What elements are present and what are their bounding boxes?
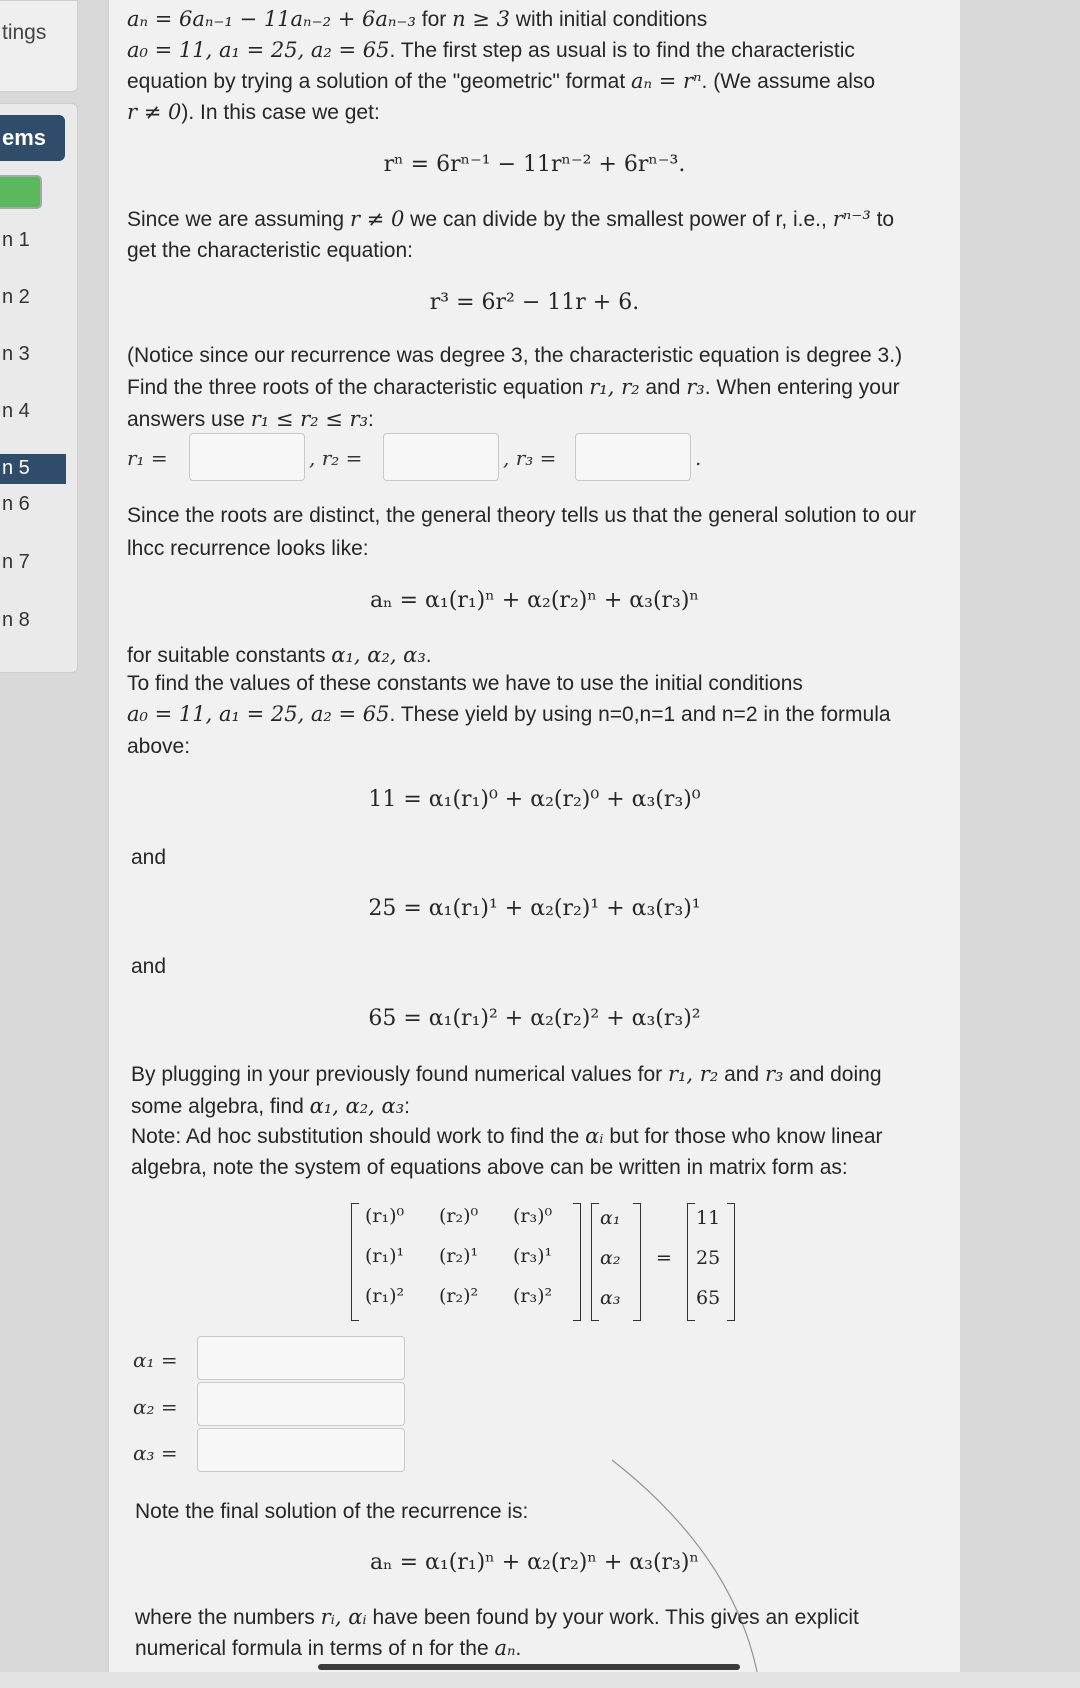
plug-line-2: some algebra, find α₁, α₂, α₃: [131,1094,410,1118]
matrix-equation [351,1203,721,1321]
vector-b-cell: 25 [696,1247,721,1269]
settings-panel[interactable] [0,0,78,92]
tofind-line-2: a₀ = 11, a₁ = 25, a₂ = 65. These yield by using n=0,n=1 and n=2 in the formula [127,702,891,726]
distinct-line-1: Since the roots are distinct, the general theory tells us that the general solution to our [127,504,917,527]
alpha3-input[interactable] [197,1428,405,1472]
tofind-line-3: above: [127,735,191,758]
suitable-line: for suitable constants α₁, α₂, α₃. [127,643,432,667]
sidebar-item-problem-4[interactable]: n 4 [2,400,30,422]
matrix-a-cell: (r₃)² [513,1285,553,1307]
and-2: and [131,955,167,978]
sidebar-item-problem-7[interactable]: n 7 [2,551,30,573]
problem-content [108,0,960,1688]
equation-characteristic: r³ = 6r² − 11r + 6. [429,290,640,315]
alpha2-label: α₂ = [133,1395,178,1419]
matrix-a-cell: (r₂)⁰ [439,1205,479,1227]
matrix-a-cell: (r₁)² [365,1285,405,1307]
divide-line-1: Since we are assuming r ≠ 0 we can divide by the smallest power of r, i.e., rⁿ⁻³ to [127,207,895,231]
horizontal-scrollbar[interactable] [318,1664,740,1670]
matrix-a-cell: (r₃)⁰ [513,1205,553,1227]
note-line-2: algebra, note the system of equations above can be written in matrix form as: [131,1156,848,1179]
where-line-2: numerical formula in terms of n for the aₙ. [135,1636,522,1660]
matrix-a-cell: (r₁)⁰ [365,1205,405,1227]
and-1: and [131,846,167,869]
sidebar-item-problem-3[interactable]: n 3 [2,343,30,365]
distinct-line-2: lhcc recurrence looks like: [127,537,369,560]
vector-x-cell: α₂ [600,1247,621,1269]
vector-x-cell: α₁ [600,1207,621,1229]
equation-ic2: 65 = α₁(r₁)² + α₂(r₂)² + α₃(r₃)² [368,1006,701,1031]
alpha1-label: α₁ = [133,1348,178,1372]
sidebar-item-problem-8[interactable]: n 8 [2,609,30,631]
intro-line-4: r ≠ 0). In this case we get: [127,100,380,124]
vector-b-cell: 65 [696,1287,721,1309]
intro-line-1: aₙ = 6aₙ₋₁ − 11aₙ₋₂ + 6aₙ₋₃ for n ≥ 3 with initial conditions [127,7,708,31]
notice-line-3: answers use r₁ ≤ r₂ ≤ r₃: [127,407,374,431]
r3-label: , r₃ = [503,446,557,470]
matrix-a-cell: (r₁)¹ [365,1245,405,1267]
notice-line-2: Find the three roots of the characteristic equation r₁, r₂ and r₃. When entering your [127,375,900,399]
vector-b-right-bracket [727,1203,735,1321]
sidebar-item-problem-1[interactable]: n 1 [2,229,30,251]
settings-label[interactable]: tings [2,21,47,44]
r2-label: , r₂ = [309,446,363,470]
intro-line-2: a₀ = 11, a₁ = 25, a₂ = 65. The first step as usual is to find the characteristic [127,38,855,62]
progress-bar [0,175,42,209]
r-period: . [695,446,702,470]
r2-input[interactable] [383,433,499,481]
alpha2-input[interactable] [197,1382,405,1426]
alpha3-label: α₃ = [133,1441,178,1465]
note-line-1: Note: Ad hoc substitution should work to find the αᵢ but for those who know linear [131,1124,883,1148]
equation-ic1: 25 = α₁(r₁)¹ + α₂(r₂)¹ + α₃(r₃)¹ [368,896,701,921]
equation-general: aₙ = α₁(r₁)ⁿ + α₂(r₂)ⁿ + α₃(r₃)ⁿ [370,588,699,613]
matrix-a-left-bracket [351,1203,359,1321]
problems-header[interactable]: ems [0,115,65,161]
tofind-line-1: To find the values of these constants we have to use the initial conditions [127,672,803,695]
vector-x-cell: α₃ [600,1287,621,1309]
matrix-a-right-bracket [573,1203,581,1321]
notice-line-1: (Notice since our recurrence was degree 3, the characteristic equation is degree 3.) [127,344,903,367]
where-line-1: where the numbers rᵢ, αᵢ have been found by your work. This gives an explicit [135,1605,859,1629]
r1-label: r₁ = [127,446,168,470]
sidebar-item-problem-5[interactable]: n 5 [0,454,66,484]
plug-line-1: By plugging in your previously found numerical values for r₁, r₂ and r₃ and doing [131,1062,882,1086]
sidebar-item-problem-6[interactable]: n 6 [2,493,30,515]
matrix-a-cell: (r₂)² [439,1285,479,1307]
matrix-a-cell: (r₃)¹ [513,1245,553,1267]
r1-input[interactable] [189,433,305,481]
equation-ic0: 11 = α₁(r₁)⁰ + α₂(r₂)⁰ + α₃(r₃)⁰ [368,787,701,812]
equation-characteristic-n: rⁿ = 6rⁿ⁻¹ − 11rⁿ⁻² + 6rⁿ⁻³. [383,152,686,177]
final-line: Note the final solution of the recurrence is: [135,1500,529,1523]
vector-b-cell: 11 [696,1207,721,1229]
r3-input[interactable] [575,433,691,481]
equation-final: aₙ = α₁(r₁)ⁿ + α₂(r₂)ⁿ + α₃(r₃)ⁿ [370,1550,699,1575]
vector-x-left-bracket [591,1203,599,1321]
divide-line-2: get the characteristic equation: [127,239,414,262]
vector-x-right-bracket [633,1203,641,1321]
sidebar-item-problem-2[interactable]: n 2 [2,286,30,308]
intro-line-3: equation by trying a solution of the "geometric" format aₙ = rⁿ. (We assume also [127,69,876,93]
matrix-equals: = [656,1247,672,1269]
matrix-a-cell: (r₂)¹ [439,1245,479,1267]
bottom-edge [0,1672,1080,1688]
alpha1-input[interactable] [197,1336,405,1380]
vector-b-left-bracket [687,1203,695,1321]
